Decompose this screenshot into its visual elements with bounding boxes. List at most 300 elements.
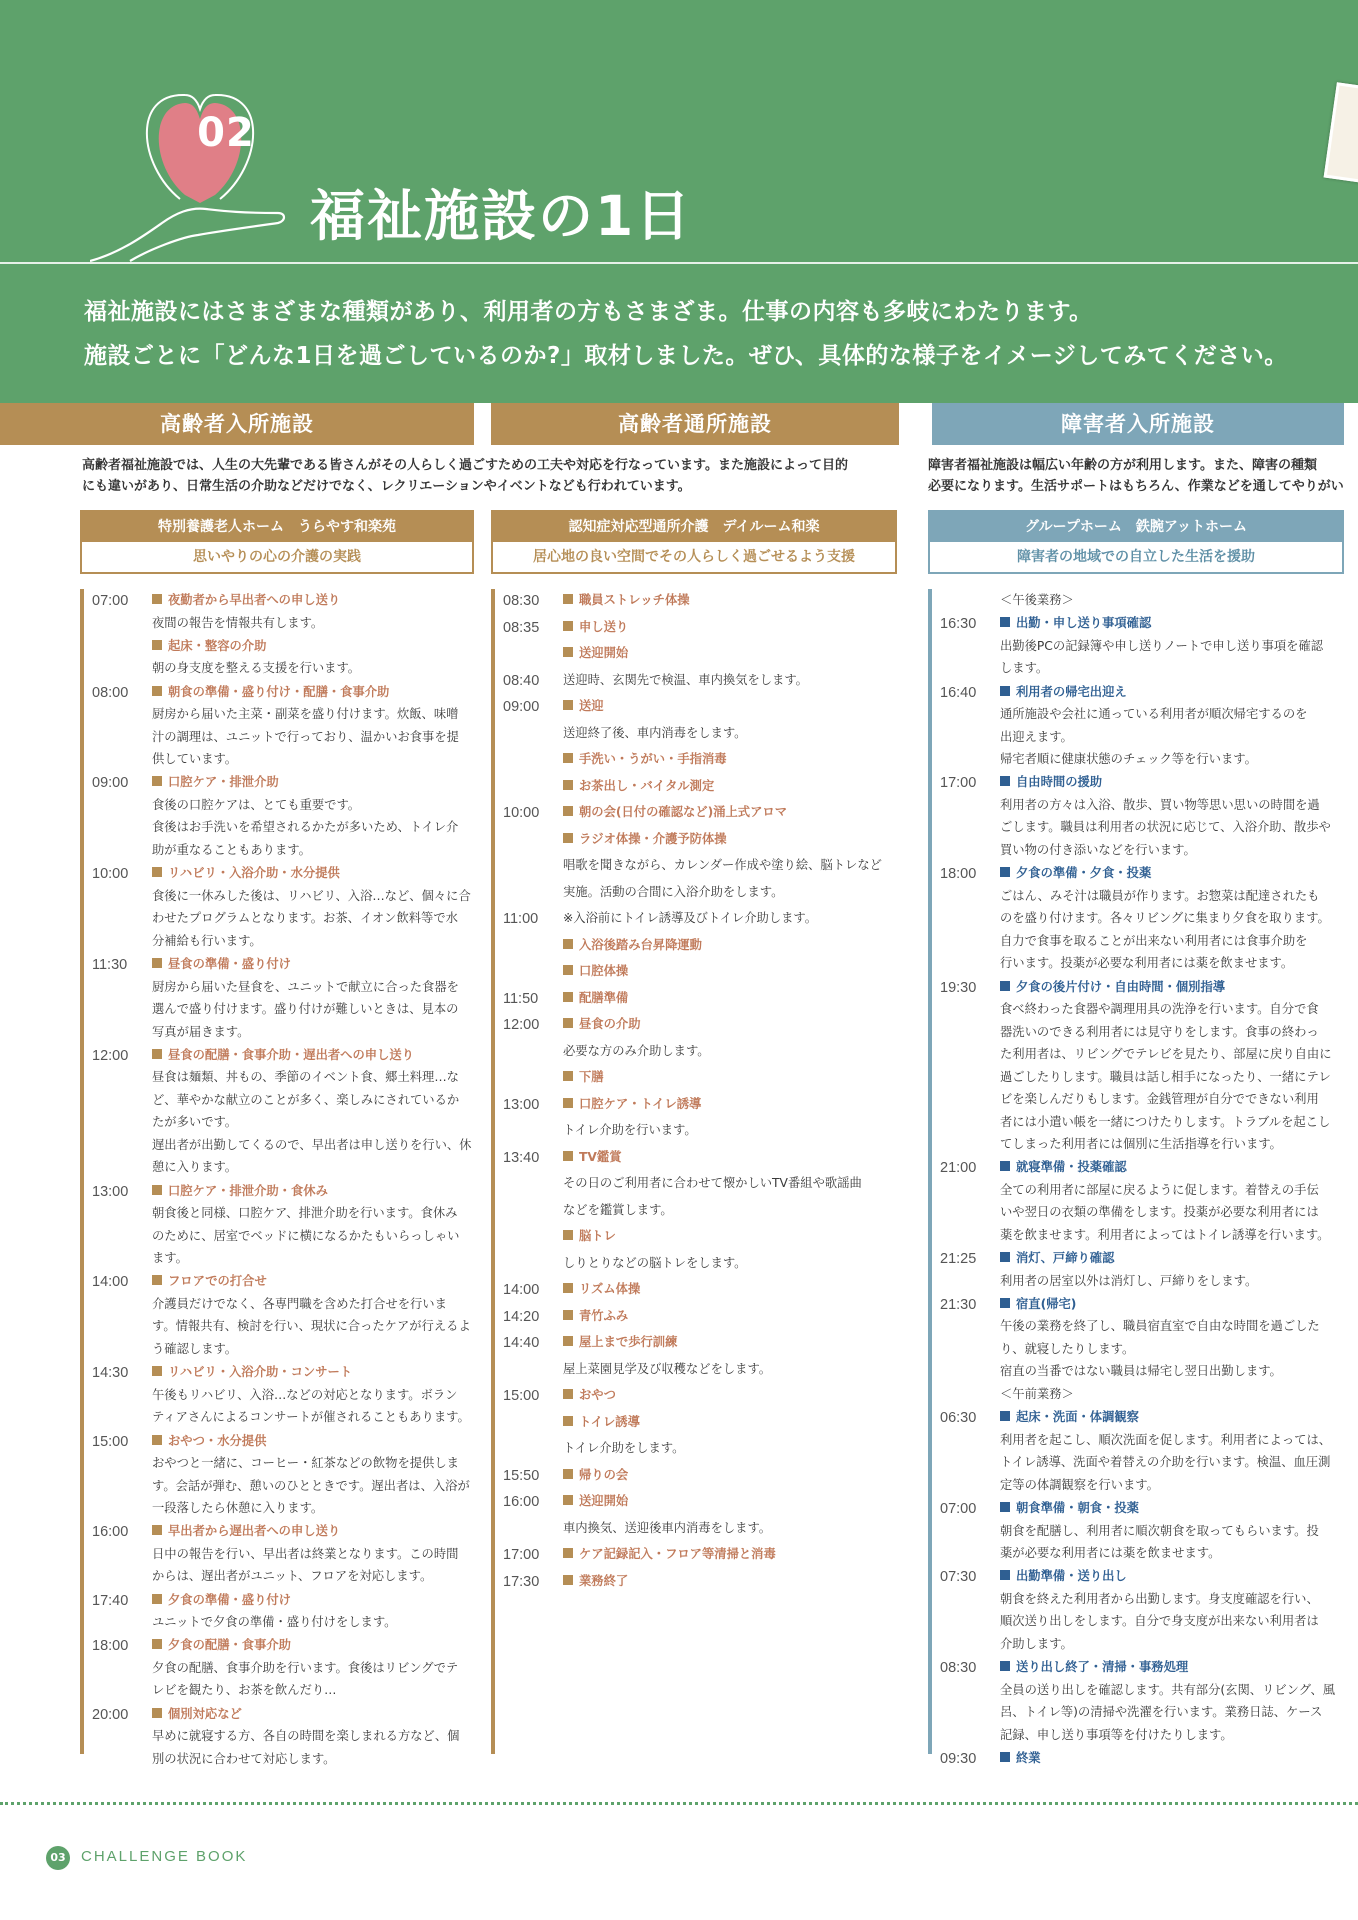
bullet-square-icon: [563, 1230, 573, 1240]
facility-name: 認知症対応型通所介護 デイルーム和楽: [568, 519, 820, 535]
facility-subtitle: 居心地の良い空間でその人らしく過ごせるよう支援: [493, 542, 895, 572]
entry-title: 口腔ケア・排泄介助: [152, 771, 458, 794]
entry-title: 消灯、戸締り確認: [1000, 1247, 1257, 1270]
schedule-entry: [92, 1634, 458, 1702]
entry-body-line: 朝食を配膳し、利用者に順次朝食を取ってもらいます。投: [1000, 1523, 1319, 1538]
entry-time: 20:00: [92, 1706, 129, 1723]
entry-title: 口腔ケア・トイレ誘導: [563, 1093, 701, 1116]
schedule-entry: [940, 976, 1332, 1156]
photo-thumbnail: [1324, 82, 1358, 185]
facility-subtitle: 障害者の地域での自立した生活を援助: [930, 542, 1342, 572]
entry-body-line: 一段落したら休憩に入ります。: [152, 1501, 324, 1515]
bullet-square-icon: [563, 1283, 573, 1293]
entry-body-line: 送迎時、玄関先で検温、車内換気をします。: [563, 672, 808, 687]
entry-body-line: す。会話が弾む、憩いのひとときです。遅出者は、入浴が: [152, 1478, 470, 1493]
page-title: 福祉施設の1日: [310, 184, 693, 248]
entry-time: 07:00: [940, 1501, 977, 1517]
entry-title: 出勤・申し送り事項確認: [1000, 612, 1323, 635]
entry-body-line: 定等の体調観察を行います。: [1000, 1477, 1159, 1492]
entry-title: フロアでの打合せ: [152, 1270, 471, 1293]
bullet-square-icon: [563, 621, 573, 631]
entry-title: 起床・整容の介助: [152, 635, 360, 658]
entry-body-line: トイレ誘導、洗面や着替えの介助を行います。検温、血圧測: [1000, 1455, 1331, 1470]
bullet-square-icon: [1000, 617, 1010, 627]
entry-body-line: 介助します。: [1000, 1636, 1073, 1651]
entry-title: 帰りの会: [563, 1464, 628, 1487]
schedule-entry: [503, 1411, 640, 1434]
bullet-square-icon: [1000, 1502, 1010, 1512]
bullet-square-icon: [152, 1708, 162, 1718]
entry-body-line: 全ての利用者に部屋に戻るように促します。着替えの手伝: [1000, 1182, 1319, 1197]
entry-title: 自由時間の援助: [1000, 771, 1331, 794]
entry-body-line: 早めに就寝する方、各自の時間を楽しまれる方など、個: [152, 1729, 460, 1744]
entry-title: 青竹ふみ: [563, 1305, 628, 1328]
bullet-square-icon: [563, 780, 573, 790]
entry-body-line: 記録、申し送り事項等を付けたりします。: [1000, 1727, 1233, 1742]
entry-time: 17:00: [503, 1547, 540, 1563]
schedule-entry: [503, 1172, 862, 1195]
entry-time: 16:30: [940, 616, 977, 633]
entry-body-line: 出勤後PCの記録簿や申し送りノートで申し送り事項を確認: [1000, 638, 1324, 653]
entry-title: 配膳準備: [563, 987, 628, 1010]
entry-title: 手洗い・うがい・手指消毒: [563, 748, 727, 771]
entry-title: 屋上まで歩行訓練: [563, 1331, 677, 1354]
entry-body-line: 食後の口腔ケアは、とても重要です。: [152, 797, 361, 812]
schedule-entry: [503, 1305, 628, 1328]
schedule-entry: [940, 1406, 1331, 1496]
entry-body-line: ごはん、みそ汁は職員が作ります。お惣菜は配達されたも: [1000, 888, 1320, 903]
entry-title: お茶出し・バイタル測定: [563, 775, 714, 798]
entry-body-line: 朝食後と同様、口腔ケア、排泄介助を行います。食休み: [152, 1206, 458, 1221]
schedule-entry: [940, 612, 1323, 680]
book-title: CHALLENGE BOOK: [81, 1848, 248, 1865]
entry-body-line: 帰宅者順に健康状態のチェック等を行います。: [1000, 752, 1257, 767]
bullet-square-icon: [152, 686, 162, 696]
entry-body-line: 介護員だけでなく、各専門職を含めた打合せを行いま: [152, 1296, 447, 1311]
entry-body-line: 利用者の居室以外は消灯し、戸締りをします。: [1000, 1273, 1258, 1288]
entry-body-line: 出迎えます。: [1000, 729, 1073, 744]
page-number: 03: [46, 1846, 70, 1870]
schedule-entry: [503, 960, 628, 983]
schedule-entry: [940, 1565, 1319, 1655]
timeline-rule: [491, 589, 495, 1754]
bullet-square-icon: [152, 1639, 162, 1649]
schedule-entry: [503, 1570, 628, 1593]
schedule-entry: [92, 635, 360, 680]
entry-time: 09:30: [940, 1750, 977, 1767]
entry-body-line: 選んで盛り付けます。盛り付けが難しいときは、見本の: [152, 1002, 459, 1016]
bullet-square-icon: [1000, 1161, 1010, 1171]
entry-body-line: 順次送り出しをします。自分で身支度が出来ない利用者は: [1000, 1614, 1319, 1629]
schedule-entry: [940, 589, 1074, 612]
entry-body-line: 厨房から届いた昼食を、ユニットで献立に合った食器を: [152, 979, 459, 994]
schedule-entry: [503, 1517, 771, 1540]
entry-title: トイレ誘導: [563, 1411, 640, 1434]
entry-title: 夕食の準備・盛り付け: [152, 1589, 396, 1612]
entry-time: 14:20: [503, 1308, 540, 1325]
schedule-entry: [92, 771, 458, 861]
entry-body-line: 実施。活動の合間に入浴介助をします。: [563, 884, 784, 899]
entry-body-line: り、就寝したりします。: [1000, 1341, 1135, 1356]
entry-body-line: 宿直の当番ではない職員は帰宅し翌日出勤します。: [1000, 1364, 1282, 1379]
schedule-entry: [92, 1703, 459, 1771]
entry-time: 18:00: [940, 866, 977, 883]
bullet-square-icon: [152, 867, 162, 877]
schedule-entry: [503, 1358, 771, 1381]
schedule-entry: [940, 681, 1307, 771]
entry-body-line: その日のご利用者に合わせて懐かしいTV番組や歌謡曲: [563, 1176, 862, 1190]
schedule-entry: [940, 1747, 1041, 1770]
entry-body-line: わせたプログラムとなります。お茶、イオン飲料等で水: [152, 911, 458, 926]
entry-body-line: 助が重なることもあります。: [152, 842, 311, 857]
entry-time: 07:30: [940, 1569, 977, 1586]
entry-time: 14:00: [92, 1274, 129, 1291]
bullet-square-icon: [152, 1366, 162, 1376]
schedule-entry: [503, 801, 787, 824]
entry-body-line: 唱歌を聞きながら、カレンダー作成や塗り絵、脳トレなど: [563, 858, 882, 872]
bullet-square-icon: [152, 1525, 162, 1535]
entry-title: 夕食の準備・夕食・投薬: [1000, 862, 1330, 885]
entry-time: 11:50: [503, 990, 539, 1007]
entry-title: 夕食の後片付け・自由時間・個別指導: [1000, 976, 1332, 999]
entry-time: 17:40: [92, 1592, 129, 1609]
entry-body-line: 利用者の方々は入浴、散歩、買い物等思い思いの時間を過: [1000, 797, 1320, 812]
entry-time: 09:00: [92, 775, 129, 792]
bullet-square-icon: [563, 753, 573, 763]
bullet-square-icon: [563, 647, 573, 657]
description-line: にも違いがあり、日常生活の介助などだけでなく、レクリエーションやイベントなども行われています。: [82, 479, 691, 494]
entry-title: ケア記録記入・フロア等清掃と消毒: [563, 1543, 776, 1566]
entry-body-line: などを鑑賞します。: [563, 1202, 673, 1217]
bullet-square-icon: [1000, 981, 1010, 991]
footer-divider: [0, 1802, 1358, 1805]
entry-time: 15:00: [92, 1433, 129, 1450]
schedule-entry: [503, 1119, 697, 1142]
schedule-entry: [940, 862, 1330, 975]
entry-body-line: ＜午前業務＞: [1000, 1386, 1074, 1401]
entry-body-line: ティアさんによるコンサートが催されることもあります。: [152, 1410, 470, 1425]
schedule-entry: [92, 862, 471, 952]
entry-time: 12:00: [503, 1017, 540, 1033]
schedule-entry: [503, 695, 604, 718]
schedule-entry: [940, 1156, 1329, 1246]
entry-title: 就寝準備・投薬確認: [1000, 1156, 1329, 1179]
entry-time: 09:00: [503, 699, 540, 715]
entry-title: 夜勤者から早出者への申し送り: [152, 589, 340, 612]
schedule-entry: [503, 1093, 701, 1116]
entry-body-line: 写真が届きます。: [152, 1024, 250, 1039]
entry-body-line: 自力で食事を取ることが出来ない利用者には食事介助を: [1000, 933, 1308, 948]
entry-time: 06:30: [940, 1410, 977, 1427]
entry-title: 終業: [1000, 1747, 1041, 1770]
bullet-square-icon: [1000, 867, 1010, 877]
bullet-square-icon: [563, 1469, 573, 1479]
entry-title: 夕食の配膳・食事介助: [152, 1634, 458, 1657]
schedule-entry: [92, 1361, 470, 1429]
schedule-entry: [503, 987, 628, 1010]
schedule-entry: [940, 1247, 1257, 1292]
entry-title: 口腔体操: [563, 960, 628, 983]
entry-body-line: 分補給も行います。: [152, 933, 262, 948]
entry-time: 07:00: [92, 593, 129, 609]
entry-title: リズム体操: [563, 1278, 640, 1301]
schedule-entry: [503, 1543, 776, 1566]
entry-title: 送迎: [563, 695, 604, 718]
bullet-square-icon: [563, 1575, 573, 1585]
category-elderly-day: 高齢者通所施設: [491, 403, 899, 445]
entry-body-line: 行います。投薬が必要な利用者には薬を飲ませます。: [1000, 956, 1294, 971]
schedule-entry: [503, 616, 628, 639]
entry-body-line: 屋上菜園見学及び収穫などをします。: [563, 1361, 772, 1376]
bullet-square-icon: [563, 1416, 573, 1426]
bullet-square-icon: [563, 700, 573, 710]
intro-text: [84, 290, 1288, 378]
intro-line: 施設ごとに「どんな1日を過ごしているのか?」取材しました。ぜひ、具体的な様子をイメージしてみてください。: [84, 343, 1288, 369]
category-elderly-residential: 高齢者入所施設: [0, 403, 474, 445]
schedule-entry: [503, 1040, 710, 1063]
entry-title: 個別対応など: [152, 1703, 459, 1726]
entry-title: 昼食の準備・盛り付け: [152, 953, 459, 976]
schedule-entry: [503, 1013, 641, 1036]
entry-title: 出勤準備・送り出し: [1000, 1565, 1319, 1588]
category-disabled-residential: 障害者入所施設: [932, 403, 1344, 445]
bullet-square-icon: [152, 958, 162, 968]
entry-body-line: します。: [1000, 661, 1049, 676]
schedule-entry: [503, 854, 882, 877]
entry-body-line: ＜午後業務＞: [1000, 593, 1074, 607]
schedule-entry: [92, 1520, 458, 1588]
entry-time: 08:00: [92, 684, 129, 701]
timeline-rule: [928, 589, 932, 1754]
description-line: 高齢者福祉施設では、人生の大先輩である皆さんがその人らしく過ごすための工夫や対応を行なっています。また施設によって目的: [82, 458, 848, 473]
schedule-entry: [503, 669, 808, 692]
entry-title: 宿直(帰宅): [1000, 1293, 1320, 1316]
entry-title: おやつ・水分提供: [152, 1430, 470, 1453]
schedule-entry: [503, 1331, 677, 1354]
entry-time: 13:00: [503, 1096, 540, 1113]
entry-time: 13:40: [503, 1149, 540, 1166]
entry-time: 17:00: [940, 775, 977, 792]
entry-time: 10:00: [92, 866, 129, 883]
entry-body-line: 朝の身支度を整える支援を行います。: [152, 661, 361, 676]
entry-body-line: 供しています。: [152, 752, 238, 767]
schedule-entry: [503, 907, 817, 930]
entry-title: 朝食の準備・盛り付け・配膳・食事介助: [152, 681, 459, 704]
bullet-square-icon: [1000, 1252, 1010, 1262]
entry-time: 14:40: [503, 1335, 540, 1351]
entry-body-line: 夕食の配膳、食事介助を行います。食後はリビングでテ: [152, 1660, 459, 1675]
bullet-square-icon: [563, 992, 573, 1002]
entry-body-line: 買い物の付き添いなどを行います。: [1000, 842, 1196, 857]
entry-time: 16:40: [940, 684, 977, 701]
entry-title: 送迎開始: [563, 1490, 628, 1513]
schedule-entry: [503, 589, 690, 612]
entry-title: 朝の会(日付の確認など)涌上式アロマ: [563, 801, 787, 824]
entry-time: 14:30: [92, 1365, 129, 1382]
entry-body-line: 遅出者が出勤してくるので、早出者は申し送りを行い、休: [152, 1137, 472, 1152]
bullet-square-icon: [152, 640, 162, 650]
entry-body-line: 過ごしたりします。職員は話し相手になったり、一緒にテレ: [1000, 1069, 1331, 1084]
entry-title: 起床・洗面・体調観察: [1000, 1406, 1331, 1429]
entry-body-line: 送迎終了後、車内消毒をします。: [563, 725, 747, 740]
entry-time: 08:40: [503, 672, 540, 689]
header-divider: [0, 262, 1358, 264]
bullet-square-icon: [563, 806, 573, 816]
entry-body-line: 午後の業務を終了し、職員宿直室で自由な時間を過ごした: [1000, 1319, 1320, 1334]
entry-title: リハビリ・入浴介助・コンサート: [152, 1361, 470, 1384]
entry-title: 朝食準備・朝食・投薬: [1000, 1497, 1319, 1520]
entry-time: 11:00: [503, 911, 539, 927]
description-line: 障害者福祉施設は幅広い年齢の方が利用します。また、障害の種類: [928, 458, 1317, 473]
schedule-entry: [503, 748, 727, 771]
entry-body-line: た利用者は、リビングでテレビを見たり、部屋に戻り自由に: [1000, 1047, 1332, 1061]
schedule-entry: [92, 1044, 471, 1179]
bullet-square-icon: [563, 594, 573, 604]
schedule-entry: [503, 1384, 616, 1407]
entry-body-line: トイレ介助をします。: [563, 1441, 685, 1455]
chapter-number: 02: [197, 110, 255, 156]
bullet-square-icon: [563, 1495, 573, 1505]
facility-card-1: [80, 510, 474, 574]
schedule-entry: [92, 681, 459, 771]
entry-body-line: 食べ終わった食器や調理用具の洗浄を行います。自分で食: [1000, 1002, 1319, 1016]
schedule-entry: [940, 1497, 1319, 1565]
entry-body-line: てしまった利用者には個別に生活指導を行います。: [1000, 1137, 1282, 1151]
entry-body-line: 必要な方のみ介助します。: [563, 1043, 710, 1058]
entry-time: 19:30: [940, 979, 977, 996]
schedule-entry: [503, 1490, 628, 1513]
entry-time: 08:35: [503, 619, 540, 636]
entry-body-line: 夜間の報告を情報共有します。: [152, 615, 324, 630]
entry-title: 脳トレ: [563, 1225, 616, 1248]
entry-body-line: 汁の調理は、ユニットで行っており、温かいお食事を提: [152, 729, 459, 744]
schedule-entry: [503, 1252, 746, 1275]
schedule-entry: [92, 1270, 471, 1360]
schedule-entry: [92, 953, 459, 1043]
entry-title: 昼食の配膳・食事介助・遅出者への申し送り: [152, 1044, 471, 1067]
entry-body-line: たが多いです。: [152, 1115, 238, 1130]
entry-time: 10:00: [503, 805, 540, 821]
bullet-square-icon: [152, 1435, 162, 1445]
entry-body-line: のために、居室でベッドに横になるかたもいらっしゃい: [152, 1228, 460, 1243]
entry-body-line: レビを観たり、お茶を飲んだり…: [152, 1683, 337, 1698]
facility-card-2: [491, 510, 897, 574]
entry-body-line: トイレ介助を行います。: [563, 1123, 697, 1137]
schedule-entry: [503, 775, 714, 798]
entry-title: おやつ: [563, 1384, 616, 1407]
entry-body-line: 憩に入ります。: [152, 1160, 238, 1175]
schedule-entry: [940, 771, 1331, 861]
entry-title: リハビリ・入浴介助・水分提供: [152, 862, 471, 885]
schedule-entry: [940, 1656, 1335, 1746]
entry-title: 昼食の介助: [563, 1013, 641, 1036]
entry-time: 17:30: [503, 1573, 540, 1590]
entry-body-line: 厨房から届いた主菜・副菜を盛り付けます。炊飯、味噌: [152, 707, 459, 722]
bullet-square-icon: [152, 1594, 162, 1604]
entry-time: 21:00: [940, 1160, 977, 1177]
entry-time: 08:30: [940, 1660, 977, 1677]
facility-name: グループホーム 鉄腕アットホーム: [1025, 519, 1247, 535]
entry-body-line: 日中の報告を行い、早出者は終業となります。この時間: [152, 1546, 459, 1561]
entry-time: 16:00: [92, 1524, 129, 1541]
entry-body-line: 別の状況に合わせて対応します。: [152, 1751, 336, 1766]
entry-title: 業務終了: [563, 1570, 628, 1593]
bullet-square-icon: [563, 1389, 573, 1399]
intro-line: 福祉施設にはさまざまな種類があり、利用者の方もさまざま。仕事の内容も多岐にわたります。: [84, 299, 1093, 325]
entry-title: 利用者の帰宅出迎え: [1000, 681, 1307, 704]
schedule-entry: [92, 1180, 459, 1270]
entry-title: ラジオ体操・介護予防体操: [563, 828, 727, 851]
entry-title: 早出者から遅出者への申し送り: [152, 1520, 458, 1543]
facility-name: 特別養護老人ホーム うらやす和楽苑: [158, 519, 396, 535]
entry-body-line: 午後もリハビリ、入浴…などの対応となります。ボラン: [152, 1387, 458, 1402]
bullet-square-icon: [563, 939, 573, 949]
schedule-entry: [503, 1225, 616, 1248]
entry-time: 14:00: [503, 1282, 540, 1298]
entry-time: 15:50: [503, 1467, 540, 1484]
bullet-square-icon: [1000, 776, 1010, 786]
schedule-entry: [503, 1066, 604, 1089]
bullet-square-icon: [1000, 1411, 1010, 1421]
entry-title: 下膳: [563, 1066, 604, 1089]
entry-body-line: 器洗いのできる利用者には見守りをします。食事の終わっ: [1000, 1024, 1319, 1039]
schedule-entry: [503, 828, 727, 851]
entry-body-line: す。情報共有、検討を行い、現状に合ったケアが行えるよ: [152, 1319, 471, 1334]
entry-time: 21:25: [940, 1251, 977, 1268]
bullet-square-icon: [152, 1049, 162, 1059]
entry-title: 送り出し終了・清掃・事務処理: [1000, 1656, 1335, 1679]
schedule-entry: [92, 1430, 470, 1520]
bullet-square-icon: [563, 1071, 573, 1081]
bullet-square-icon: [563, 1336, 573, 1346]
bullet-square-icon: [563, 1151, 573, 1161]
entry-time: 11:30: [92, 957, 128, 973]
bullet-square-icon: [1000, 686, 1010, 696]
bullet-square-icon: [152, 1185, 162, 1195]
facility-card-3: [928, 510, 1344, 574]
entry-time: 12:00: [92, 1047, 129, 1064]
entry-body-line: のを盛り付けます。各々リビングに集まり夕食を取ります。: [1000, 911, 1330, 926]
entry-body-line: 朝食を終えた利用者から出勤します。身支度確認を行い、: [1000, 1591, 1319, 1606]
entry-body-line: 食後に一休みした後は、リハビリ、入浴…など、個々に合: [152, 888, 471, 903]
entry-time: 08:30: [503, 593, 540, 609]
schedule-entry: [503, 1278, 640, 1301]
entry-time: 21:30: [940, 1296, 977, 1313]
timeline-rule: [80, 589, 84, 1754]
entry-body-line: ます。: [152, 1251, 188, 1266]
schedule-entry: [503, 1146, 622, 1169]
entry-body-line: 薬を飲ませます。利用者によってはトイレ誘導を行います。: [1000, 1227, 1330, 1242]
entry-body-line: おやつと一緒に、コーヒー・紅茶などの飲物を提供しま: [152, 1456, 459, 1470]
entry-title: 申し送り: [563, 616, 628, 639]
bullet-square-icon: [563, 965, 573, 975]
entry-body-line: 全員の送り出しを確認します。共有部分(玄関、リビング、風: [1000, 1682, 1336, 1697]
entry-body-line: ごします。職員は利用者の状況に応じて、入浴介助、散歩や: [1000, 820, 1331, 835]
entry-body-line: しりとりなどの脳トレをします。: [563, 1255, 747, 1270]
bullet-square-icon: [563, 1548, 573, 1558]
entry-time: 18:00: [92, 1638, 129, 1655]
elderly-description: [82, 455, 902, 497]
description-line: 必要になります。生活サポートはもちろん、作業などを通してやりがい: [928, 479, 1344, 494]
schedule-entry: [503, 1464, 628, 1487]
schedule-entry: [503, 881, 783, 904]
entry-body-line: 薬が必要な利用者には薬を飲ませます。: [1000, 1546, 1221, 1560]
entry-body-line: う確認します。: [152, 1341, 238, 1356]
bullet-square-icon: [563, 1018, 573, 1028]
entry-body-line: ※入浴前にトイレ誘導及びトイレ介助します。: [563, 911, 818, 925]
entry-body-line: ビを楽しんだりもします。金銭管理が自分でできない利用: [1000, 1092, 1319, 1106]
entry-body-line: 昼食は麺類、丼もの、季節のイベント食、郷土料理…な: [152, 1070, 459, 1085]
